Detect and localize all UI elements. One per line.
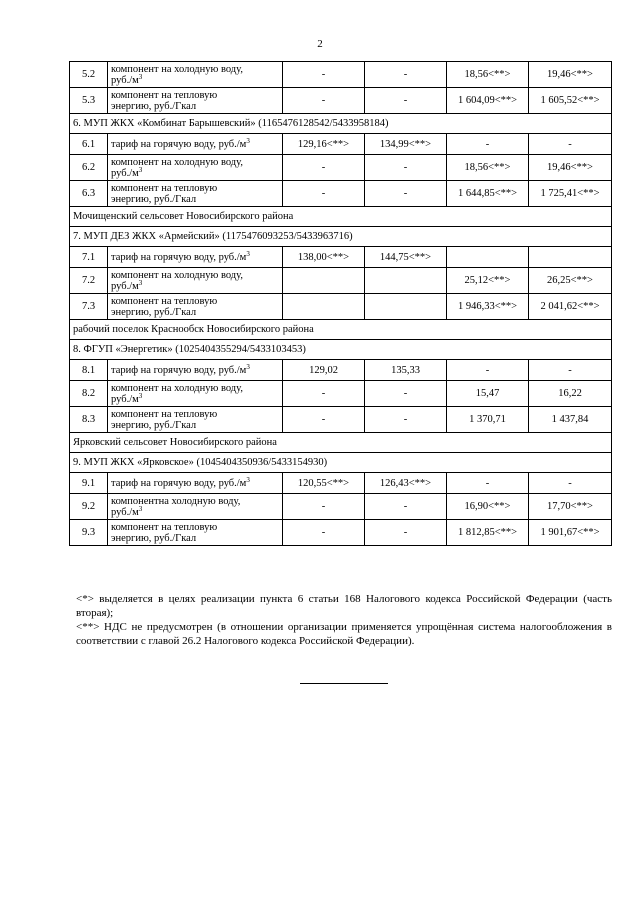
unit-superscript: 3: [138, 391, 143, 400]
table-row: [70, 294, 612, 320]
tariff-name-line1: компонент на холодную воду,: [111, 382, 243, 394]
tariff-name-line1: компонент на тепловую: [111, 408, 218, 420]
table-row: [70, 247, 612, 268]
tariff-value-col3: 18,56<**>: [447, 155, 529, 181]
tariff-name-line2: энергию, руб./Гкал: [111, 419, 197, 431]
table-row: [70, 88, 612, 114]
unit-superscript: 3: [246, 136, 250, 145]
tariff-value-col2: -: [365, 494, 447, 520]
tariff-name: [108, 155, 283, 181]
tariff-table: [69, 61, 612, 546]
tariff-value-col2: -: [365, 88, 447, 114]
tariff-value-col3: 1 812,85<**>: [447, 520, 529, 546]
tariff-value-col3: 1 644,85<**>: [447, 181, 529, 207]
tariff-value-col3: 25,12<**>: [447, 268, 529, 294]
section-title: Ярковский сельсовет Новосибирского района: [70, 433, 612, 453]
tariff-value-col4: 1 605,52<**>: [529, 88, 612, 114]
tariff-value-col4: 16,22: [529, 381, 612, 407]
tariff-value-col1: -: [283, 88, 365, 114]
tariff-value-col2: -: [365, 520, 447, 546]
unit-superscript: 3: [246, 475, 250, 484]
row-number: 7.2: [70, 268, 108, 294]
tariff-value-col2: 126,43<**>: [365, 473, 447, 494]
tariff-name: [108, 181, 283, 207]
row-number: 6.3: [70, 181, 108, 207]
unit-superscript: 3: [138, 165, 143, 174]
row-number: 6.1: [70, 134, 108, 155]
tariff-name-line1: компонентна холодную воду,: [111, 495, 241, 507]
row-number: 7.1: [70, 247, 108, 268]
tariff-value-col2: -: [365, 381, 447, 407]
tariff-value-col1: 120,55<**>: [283, 473, 365, 494]
tariff-name: [108, 360, 283, 381]
tariff-name-line1: компонент на тепловую: [111, 295, 218, 307]
tariff-name-line1: тариф на горячую воду, руб./м: [111, 477, 247, 489]
footnotes: [76, 592, 612, 648]
tariff-name-line1: компонент на холодную воду,: [111, 63, 243, 75]
section-row: [70, 114, 612, 134]
tariff-name: [108, 473, 283, 494]
section-title: 7. МУП ДЕЗ ЖКХ «Армейский» (1175476093253/5433963716): [70, 227, 612, 247]
section-row: [70, 433, 612, 453]
section-row: [70, 453, 612, 473]
tariff-value-col2: -: [365, 62, 447, 88]
table-row: [70, 520, 612, 546]
tariff-name: [108, 134, 283, 155]
tariff-name-line2: энергию, руб./Гкал: [111, 306, 197, 318]
tariff-name-line2: энергию, руб./Гкал: [111, 193, 197, 205]
row-number: 8.2: [70, 381, 108, 407]
tariff-value-col1: -: [283, 494, 365, 520]
tariff-value-col2: 144,75<**>: [365, 247, 447, 268]
table-row: [70, 134, 612, 155]
tariff-value-col1: -: [283, 381, 365, 407]
tariff-value-col4: [529, 247, 612, 268]
tariff-value-col1: -: [283, 407, 365, 433]
tariff-value-col2: [365, 294, 447, 320]
tariff-value-col4: 19,46<**>: [529, 62, 612, 88]
tariff-value-col4: 26,25<**>: [529, 268, 612, 294]
tariff-value-col1: -: [283, 155, 365, 181]
tariff-value-col2: 134,99<**>: [365, 134, 447, 155]
end-divider: [300, 683, 388, 684]
tariff-value-col2: -: [365, 181, 447, 207]
tariff-value-col1: [283, 294, 365, 320]
tariff-name: [108, 88, 283, 114]
tariff-value-col4: 19,46<**>: [529, 155, 612, 181]
tariff-value-col2: [365, 268, 447, 294]
tariff-name: [108, 494, 283, 520]
table-row: [70, 181, 612, 207]
unit-superscript: 3: [138, 278, 143, 287]
tariff-value-col1: -: [283, 62, 365, 88]
tariff-value-col2: -: [365, 407, 447, 433]
section-row: [70, 227, 612, 247]
tariff-value-col4: 1 725,41<**>: [529, 181, 612, 207]
table-row: [70, 381, 612, 407]
row-number: 5.3: [70, 88, 108, 114]
section-row: [70, 340, 612, 360]
tariff-name-line2: энергию, руб./Гкал: [111, 532, 197, 544]
tariff-name-line2: руб./м: [111, 506, 139, 518]
tariff-value-col1: -: [283, 520, 365, 546]
tariff-name: [108, 520, 283, 546]
tariff-value-col3: [447, 247, 529, 268]
tariff-name: [108, 62, 283, 88]
tariff-value-col3: -: [447, 473, 529, 494]
tariff-value-col2: -: [365, 155, 447, 181]
row-number: 8.1: [70, 360, 108, 381]
tariff-name-line1: тариф на горячую воду, руб./м: [111, 364, 247, 376]
tariff-name: [108, 407, 283, 433]
tariff-value-col3: 1 946,33<**>: [447, 294, 529, 320]
tariff-name-line1: компонент на тепловую: [111, 182, 218, 194]
section-title: 9. МУП ЖКХ «Ярковское» (1045404350936/5433154930): [70, 453, 612, 473]
row-number: 6.2: [70, 155, 108, 181]
tariff-value-col3: -: [447, 360, 529, 381]
tariff-name: [108, 247, 283, 268]
footnote-2: <**> НДС не предусмотрен (в отношении организации применяется упрощённая система налогообложения в соответствии с главой 26.2 Налогового кодекса Российской Федерации).: [76, 621, 612, 647]
section-title: Мочищенский сельсовет Новосибирского района: [70, 207, 612, 227]
row-number: 9.1: [70, 473, 108, 494]
tariff-name-line2: руб./м: [111, 280, 139, 292]
footnote-1: <*> выделяется в целях реализации пункта 6 статьи 168 Налогового кодекса Российской Федерации (часть вторая);: [76, 593, 612, 619]
tariff-name: [108, 294, 283, 320]
row-number: 8.3: [70, 407, 108, 433]
table-row: [70, 407, 612, 433]
tariff-name-line1: тариф на горячую воду, руб./м: [111, 251, 247, 263]
unit-superscript: 3: [138, 504, 143, 513]
unit-superscript: 3: [246, 249, 250, 258]
tariff-name: [108, 381, 283, 407]
tariff-value-col1: -: [283, 181, 365, 207]
section-row: [70, 320, 612, 340]
tariff-value-col3: 1 604,09<**>: [447, 88, 529, 114]
tariff-value-col1: [283, 268, 365, 294]
tariff-value-col4: -: [529, 360, 612, 381]
unit-superscript: 3: [138, 72, 143, 81]
tariff-table-body: [70, 62, 612, 546]
row-number: 5.2: [70, 62, 108, 88]
page-number: 2: [317, 38, 323, 50]
tariff-name-line1: компонент на тепловую: [111, 89, 218, 101]
tariff-value-col4: -: [529, 473, 612, 494]
tariff-value-col4: 1 901,67<**>: [529, 520, 612, 546]
tariff-name-line2: энергию, руб./Гкал: [111, 100, 197, 112]
section-title: 8. ФГУП «Энергетик» (1025404355294/5433103453): [70, 340, 612, 360]
table-row: [70, 473, 612, 494]
section-title: рабочий поселок Краснообск Новосибирского района: [70, 320, 612, 340]
tariff-name-line1: компонент на холодную воду,: [111, 156, 243, 168]
table-row: [70, 155, 612, 181]
tariff-name-line2: руб./м: [111, 393, 139, 405]
tariff-name-line1: тариф на горячую воду, руб./м: [111, 138, 247, 150]
tariff-value-col3: 18,56<**>: [447, 62, 529, 88]
table-row: [70, 62, 612, 88]
tariff-value-col2: 135,33: [365, 360, 447, 381]
section-row: [70, 207, 612, 227]
tariff-value-col3: 16,90<**>: [447, 494, 529, 520]
row-number: 9.2: [70, 494, 108, 520]
tariff-name: [108, 268, 283, 294]
table-row: [70, 360, 612, 381]
section-title: 6. МУП ЖКХ «Комбинат Барышевский» (1165476128542/5433958184): [70, 114, 612, 134]
tariff-name-line1: компонент на холодную воду,: [111, 269, 243, 281]
table-row: [70, 494, 612, 520]
unit-superscript: 3: [246, 362, 250, 371]
tariff-value-col1: 138,00<**>: [283, 247, 365, 268]
row-number: 7.3: [70, 294, 108, 320]
tariff-name-line2: руб./м: [111, 74, 139, 86]
tariff-value-col4: 2 041,62<**>: [529, 294, 612, 320]
tariff-value-col1: 129,02: [283, 360, 365, 381]
table-row: [70, 268, 612, 294]
tariff-name-line2: руб./м: [111, 167, 139, 179]
tariff-value-col3: 1 370,71: [447, 407, 529, 433]
tariff-value-col4: 1 437,84: [529, 407, 612, 433]
row-number: 9.3: [70, 520, 108, 546]
tariff-value-col4: -: [529, 134, 612, 155]
tariff-name-line1: компонент на тепловую: [111, 521, 218, 533]
tariff-value-col3: -: [447, 134, 529, 155]
tariff-value-col1: 129,16<**>: [283, 134, 365, 155]
tariff-value-col4: 17,70<**>: [529, 494, 612, 520]
tariff-value-col3: 15,47: [447, 381, 529, 407]
